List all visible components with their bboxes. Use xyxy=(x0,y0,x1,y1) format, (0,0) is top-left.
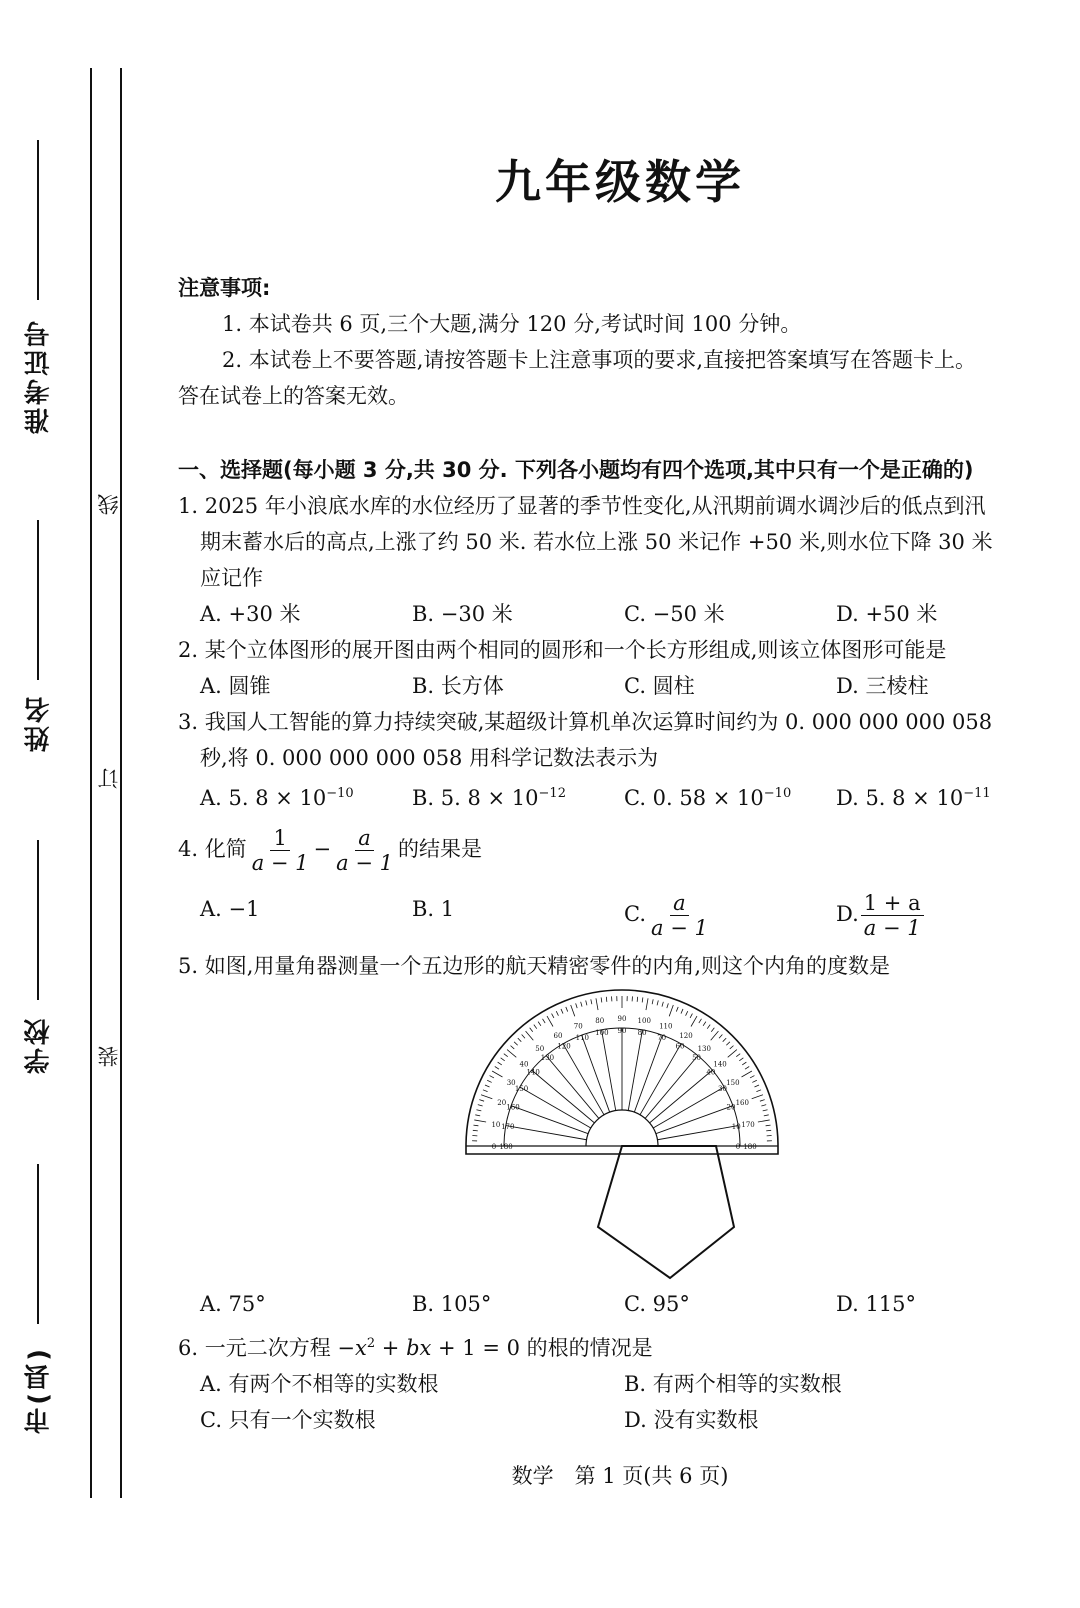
svg-text:50: 50 xyxy=(692,1054,702,1063)
svg-text:50: 50 xyxy=(535,1044,545,1053)
q3-line-1: 3. 我国人工智能的算力持续突破,某超级计算机单次运算时间约为 0. 000 000 000 058 xyxy=(178,710,993,734)
svg-text:70: 70 xyxy=(657,1033,667,1042)
svg-text:10: 10 xyxy=(491,1120,501,1129)
page-title: 九年级数学 xyxy=(495,155,745,209)
svg-text:170: 170 xyxy=(501,1122,515,1131)
q6-options-row-2 xyxy=(178,1402,1048,1438)
svg-text:90: 90 xyxy=(617,1027,627,1035)
school-label: 学校 xyxy=(24,1016,54,1074)
svg-text:70: 70 xyxy=(573,1022,583,1031)
svg-text:10: 10 xyxy=(731,1122,741,1131)
q4-options xyxy=(178,891,1048,940)
notice-block xyxy=(178,270,1048,414)
svg-text:160: 160 xyxy=(506,1103,520,1112)
school-blank xyxy=(37,840,39,1000)
q1-option-c: C. −50 米 xyxy=(624,602,725,626)
protractor xyxy=(466,990,778,1154)
q2-option-a: A. 圆锥 xyxy=(200,674,271,698)
q4-option-b: B. 1 xyxy=(412,897,455,921)
q6-option-a: A. 有两个不相等的实数根 xyxy=(200,1372,439,1396)
q6-option-c: C. 只有一个实数根 xyxy=(200,1408,376,1432)
svg-text:120: 120 xyxy=(557,1042,571,1051)
q1-option-b: B. −30 米 xyxy=(412,602,513,626)
svg-text:20: 20 xyxy=(497,1099,507,1108)
q5-option-a: A. 75° xyxy=(200,1292,266,1316)
svg-text:150: 150 xyxy=(726,1079,740,1087)
q4-option-d: D. $\frac{1 + a}{a - 1}$ xyxy=(836,891,1048,940)
q6-option-b: B. 有两个相等的实数根 xyxy=(624,1372,842,1396)
notice-item-2-cont: 答在试卷上的答案无效。 xyxy=(178,384,409,408)
svg-text:60: 60 xyxy=(553,1032,563,1041)
question-1 xyxy=(178,488,1048,632)
margin-rule-left xyxy=(90,68,92,1498)
q1-option-d: D. +50 米 xyxy=(836,602,938,626)
binding-mark-bind: 装 xyxy=(97,1046,121,1067)
svg-text:180: 180 xyxy=(743,1143,757,1151)
svg-text:80: 80 xyxy=(595,1016,605,1025)
binding-mark-line: 线 xyxy=(97,494,121,515)
q4-option-c: C. $\frac{a}{a - 1}$ xyxy=(624,891,708,940)
question-4 xyxy=(178,826,1048,940)
question-3 xyxy=(178,704,1048,816)
section-choice xyxy=(178,452,1048,984)
svg-text:30: 30 xyxy=(717,1085,727,1093)
svg-text:0: 0 xyxy=(735,1143,741,1151)
notice-item-1: 1. 本试卷共 6 页,三个大题,满分 120 分,考试时间 100 分钟。 xyxy=(222,312,802,336)
question-6 xyxy=(178,1326,1048,1438)
q3-option-a: A. 5. $8 \times 10^{-10}$ xyxy=(200,786,354,810)
q1-option-a: A. +30 米 xyxy=(200,602,301,626)
q2-option-b: B. 长方体 xyxy=(412,674,504,698)
pentagon-part xyxy=(598,1146,734,1278)
svg-text:60: 60 xyxy=(675,1042,685,1051)
svg-text:140: 140 xyxy=(713,1060,727,1069)
question-5 xyxy=(178,948,1048,984)
exam-id-label: 准考证号 xyxy=(24,318,54,434)
q3-line-2: 秒,将 0. 000 000 000 058 用科学记数法表示为 xyxy=(200,746,659,770)
binding-mark-staple: 订 xyxy=(97,768,121,789)
q3-options xyxy=(178,776,1048,816)
q1-line-1: 1. 2025 年小浪底水库的水位经历了显著的季节性变化,从汛期前调水调沙后的低点到汛 xyxy=(178,494,986,518)
page-footer: 数学 第 1 页(共 6 页) xyxy=(511,1464,729,1488)
svg-text:180: 180 xyxy=(499,1143,513,1151)
protractor-figure xyxy=(464,984,784,1284)
svg-text:40: 40 xyxy=(519,1060,529,1069)
q1-options xyxy=(178,596,1048,632)
svg-text:130: 130 xyxy=(540,1054,555,1063)
city-label: 市(县) xyxy=(24,1346,54,1434)
svg-text:90: 90 xyxy=(617,1015,627,1023)
q6-option-d: D. 没有实数根 xyxy=(624,1408,759,1432)
q1-line-3: 应记作 xyxy=(200,566,263,590)
svg-text:110: 110 xyxy=(659,1022,673,1031)
svg-text:120: 120 xyxy=(679,1032,693,1041)
svg-text:0: 0 xyxy=(491,1143,497,1151)
q4-stem: 4. 化简 $\frac{1}{a - 1}$ − $\frac{a}{a - 1}$ 的结果是 xyxy=(178,826,482,875)
svg-text:130: 130 xyxy=(697,1044,711,1053)
question-2 xyxy=(178,632,1048,704)
q3-option-b: B. 5. $8 \times 10^{-12}$ xyxy=(412,786,566,810)
svg-text:80: 80 xyxy=(637,1028,647,1037)
name-blank xyxy=(37,520,39,680)
svg-text:100: 100 xyxy=(637,1016,651,1025)
svg-text:150: 150 xyxy=(514,1085,529,1093)
svg-text:110: 110 xyxy=(575,1033,590,1042)
svg-text:160: 160 xyxy=(735,1099,749,1108)
svg-text:30: 30 xyxy=(506,1079,516,1087)
q6-options-row-1 xyxy=(178,1366,1048,1402)
q2-option-d: D. 三棱柱 xyxy=(836,674,929,698)
svg-text:170: 170 xyxy=(741,1120,755,1129)
city-blank xyxy=(37,1164,39,1324)
svg-text:20: 20 xyxy=(726,1103,736,1112)
q4-option-a: A. −1 xyxy=(200,897,260,921)
q4-fraction-1: $\frac{1}{a - 1}$ xyxy=(251,826,309,875)
q5-option-c: C. 95° xyxy=(624,1292,690,1316)
q1-line-2: 期末蓄水后的高点,上涨了约 50 米. 若水位上涨 50 米记作 +50 米,则水位下降 30 米 xyxy=(200,530,993,554)
section-heading: 一、选择题(每小题 3 分,共 30 分. 下列各小题均有四个选项,其中只有一个是正确的) xyxy=(178,458,974,482)
svg-text:140: 140 xyxy=(526,1068,540,1077)
q5-options xyxy=(178,1286,1048,1322)
q3-option-c: C. 0. $58 \times 10^{-10}$ xyxy=(624,786,792,810)
name-label: 姓名 xyxy=(24,694,54,752)
q5-option-b: B. 105° xyxy=(412,1292,492,1316)
q4-fraction-2: $\frac{a}{a - 1}$ xyxy=(336,826,393,875)
svg-text:100: 100 xyxy=(595,1028,609,1037)
q2-options xyxy=(178,668,1048,704)
q2-option-c: C. 圆柱 xyxy=(624,674,695,698)
q5-stem: 5. 如图,用量角器测量一个五边形的航天精密零件的内角,则这个内角的度数是 xyxy=(178,954,891,978)
q6-stem: 6. 一元二次方程 $-x^2$ + bx + 1 = 0 的根的情况是 xyxy=(178,1336,653,1360)
svg-text:40: 40 xyxy=(706,1068,716,1077)
q2-stem: 2. 某个立体图形的展开图由两个相同的圆形和一个长方形组成,则该立体图形可能是 xyxy=(178,638,947,662)
q3-option-d: D. 5. $8 \times 10^{-11}$ xyxy=(836,786,991,810)
q5-option-d: D. 115° xyxy=(836,1292,917,1316)
notice-item-2: 2. 本试卷上不要答题,请按答题卡上注意事项的要求,直接把答案填写在答题卡上。 xyxy=(222,348,977,372)
notice-heading: 注意事项: xyxy=(178,276,271,300)
q5-options-block xyxy=(178,1286,1048,1438)
